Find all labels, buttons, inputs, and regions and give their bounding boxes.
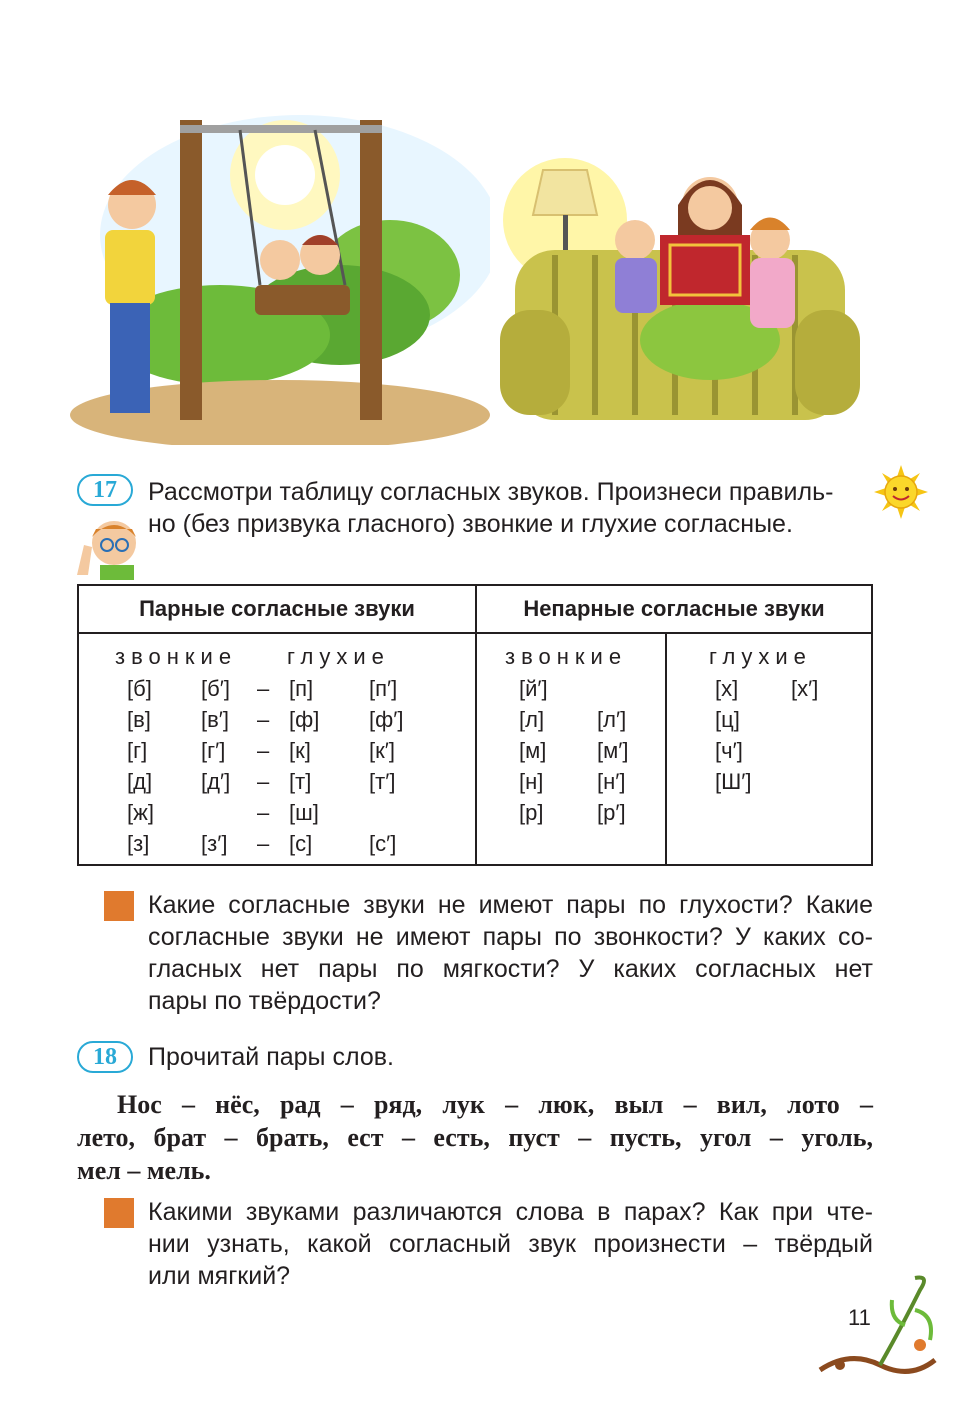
unpaired-voiced-cell [477,634,665,864]
unpaired-voiceless-cell [667,634,871,864]
sound: [х] [715,676,739,701]
boy-helper-icon [72,515,142,580]
sound: [ф′] [369,707,404,732]
paired-cell [79,634,475,864]
sound: [с′] [369,831,397,856]
sound: [т′] [369,769,396,794]
ornament-icon [810,1270,945,1390]
question-1 [148,889,873,1017]
dash: – [257,707,270,732]
word-pairs [77,1088,873,1187]
header-paired: Парные согласные звуки [78,585,476,633]
subheader-voiced: звонкие [505,644,628,669]
sound: [м′] [597,738,629,763]
exercise-number: 17 [93,476,117,503]
subheader-voiced: звонкие [115,644,238,669]
dash: – [257,800,270,825]
sound: [п] [289,676,314,701]
word-pairs-line: Нос – нёс, рад – ряд, лук – люк, выл – вил, лото – [117,1090,873,1119]
reading-illustration [495,150,865,440]
task-square-icon [104,1198,134,1228]
question-1-line: гласных нет пары по мягкости? У каких согласных нет [148,955,873,983]
sound: [ж] [127,800,154,825]
exercise-17-line-1: Рассмотри таблицу согласных звуков. Произнеси правиль- [148,478,834,506]
task-square-icon [104,891,134,921]
sound: [в] [127,707,151,732]
sound: [п′] [369,676,398,701]
question-2 [148,1196,873,1292]
sound: [с] [289,831,313,856]
question-1-line: пары по твёрдости? [148,987,381,1015]
sound: [т] [289,769,312,794]
sound: [н′] [597,769,626,794]
exercise-17-line-2: но (без призвука гласного) звонкие и глухие согласные. [148,510,793,538]
sound: [й′] [519,676,548,701]
sound: [ш] [289,800,319,825]
word-pairs-line: мел – мель. [77,1156,211,1185]
sound: [д′] [201,769,231,794]
sound: [з′] [201,831,228,856]
sound: [р′] [597,800,626,825]
swing-illustration [70,85,490,445]
sound: [м] [519,738,547,763]
sound: [л] [519,707,545,732]
sound: [х′] [791,676,819,701]
sound: [р] [519,800,544,825]
sound: [л′] [597,707,627,732]
question-2-line: или мягкий? [148,1262,291,1290]
sound: [к] [289,738,311,763]
question-2-line: нии узнать, какой согласный звук произнести – твёрдый [148,1230,873,1258]
sound: [в′] [201,707,230,732]
consonant-table [77,584,873,866]
sound: [з] [127,831,150,856]
sound: [г] [127,738,148,763]
dash: – [257,738,270,763]
dash: – [257,676,270,701]
exercise-number-badge [77,1041,133,1073]
header-unpaired: Непарные согласные звуки [476,585,872,633]
sun-icon [874,465,928,519]
sound: [к′] [369,738,395,763]
exercise-18-text: Прочитай пары слов. [148,1043,394,1071]
sound: [г′] [201,738,226,763]
page-number: 11 [848,1305,871,1330]
exercise-number: 18 [93,1043,117,1070]
sound: [Ш′] [715,769,752,794]
sound: [ф] [289,707,320,732]
sound: [ц] [715,707,740,732]
subheader-voiceless: глухие [709,644,812,669]
sound: [б] [127,676,152,701]
subheader-voiceless: глухие [287,644,390,669]
sound: [н] [519,769,544,794]
sound: [ч′] [715,738,743,763]
sound: [д] [127,769,153,794]
question-1-line: Какие согласные звуки не имеют пары по глухости? Какие [148,891,873,919]
exercise-number-badge [77,474,133,506]
question-2-line: Какими звуками различаются слова в парах? Как при чте- [148,1198,873,1226]
sound: [б′] [201,676,230,701]
question-1-line: согласные звуки не имеют пары по звонкости? У каких со- [148,923,873,951]
word-pairs-line: лето, брат – брать, ест – есть, пуст – пусть, угол – уголь, [77,1123,873,1152]
dash: – [257,831,270,856]
dash: – [257,769,270,794]
exercise-17-text [148,476,878,540]
